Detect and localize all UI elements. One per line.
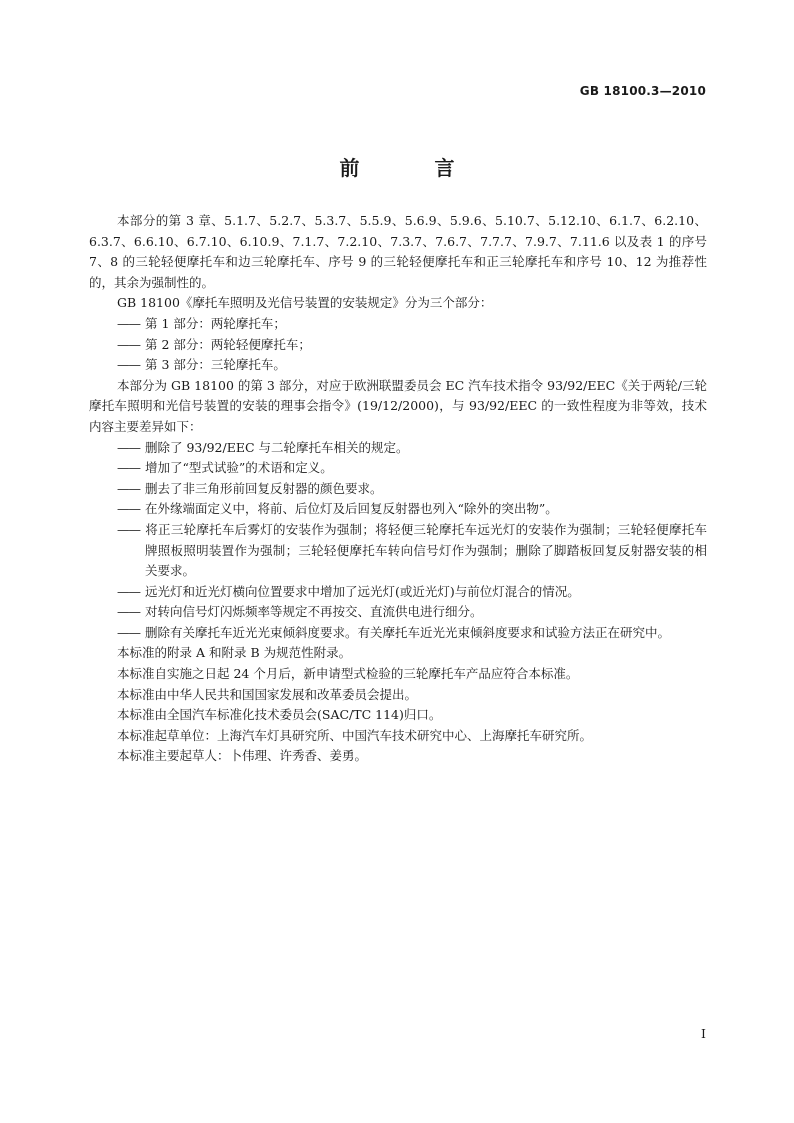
- drafting-units-paragraph: 本标准起草单位：上海汽车灯具研究所、中国汽车技术研究中心、上海摩托车研究所。: [117, 727, 593, 743]
- standard-code: GB 18100.3—2010: [579, 84, 706, 98]
- dash-marker: ——: [117, 336, 140, 352]
- list-item-text: 删除有关摩托车近光光束倾斜度要求。有关摩托车近光光束倾斜度要求和试验方法正在研究中。: [145, 624, 671, 640]
- foreword-body: [89, 211, 707, 767]
- dash-marker: ——: [117, 521, 140, 537]
- list-item-text: 删去了非三角形前回复反射器的颜色要求。: [145, 480, 383, 496]
- proposer-paragraph: 本标准由中华人民共和国国家发展和改革委员会提出。: [117, 686, 418, 702]
- committee-paragraph: 本标准由全国汽车标准化技术委员会(SAC/TC 114)归口。: [117, 707, 442, 723]
- dash-marker: ——: [117, 357, 140, 373]
- list-item-text: 删除了 93/92/EEC 与二轮摩托车相关的规定。: [145, 439, 409, 455]
- list-item: [89, 499, 707, 520]
- dash-marker: ——: [117, 480, 140, 496]
- dash-marker: ——: [117, 460, 140, 476]
- page-number: I: [701, 1026, 706, 1041]
- dash-marker: ——: [117, 624, 140, 640]
- drafters-paragraph: 本标准主要起草人：卜伟理、许秀香、姜勇。: [117, 748, 368, 764]
- dash-marker: ——: [117, 501, 140, 517]
- dash-marker: ——: [117, 604, 140, 620]
- list-item-text: 增加了“型式试验”的术语和定义。: [145, 460, 333, 476]
- implementation-paragraph: 本标准自实施之日起 24 个月后，新申请型式检验的三轮摩托车产品应符合本标准。: [117, 666, 579, 682]
- list-item-text: 远光灯和近光灯横向位置要求中增加了远光灯(或近光灯)与前位灯混合的情况。: [145, 583, 580, 599]
- list-item-text: 对转向信号灯闪烁频率等规定不再按交、直流供电进行细分。: [145, 604, 483, 620]
- list-item-text: 将正三轮摩托车后雾灯的安装作为强制；将轻便三轮摩托车远光灯的安装作为强制；三轮轻便摩托车牌照板照明装置作为强制；三轮轻便摩托车转向信号灯作为强制；删除了脚踏板回复反射器安装的相关要求。: [145, 521, 707, 579]
- dash-marker: ——: [117, 315, 140, 331]
- differences-list: [89, 438, 707, 644]
- parts-list: [89, 314, 707, 376]
- correspondence-paragraph: 本部分为 GB 18100 的第 3 部分，对应于欧洲联盟委员会 EC 汽车技术指令 93/92/EEC《关于两轮/三轮摩托车照明和光信号装置的安装的理事会指令》(19/12/2000)，与 93/92/EEC 的一致性程度为非等效，技术内容主要差异如下：: [89, 377, 707, 434]
- list-item: [89, 520, 707, 582]
- dash-marker: ——: [117, 439, 140, 455]
- parts-intro-paragraph: GB 18100《摩托车照明及光信号装置的安装规定》分为三个部分：: [117, 295, 493, 311]
- list-item: [89, 335, 707, 356]
- list-item-text: 第 3 部分：三轮摩托车。: [145, 357, 286, 373]
- appendix-paragraph: 本标准的附录 A 和附录 B 为规范性附录。: [117, 645, 352, 661]
- dash-marker: ——: [117, 583, 140, 599]
- list-item-text: 第 2 部分：两轮轻便摩托车；: [145, 336, 311, 352]
- list-item: [89, 438, 707, 459]
- list-item-text: 在外缘端面定义中，将前、后位灯及后回复反射器也列入“除外的突出物”。: [145, 501, 558, 517]
- list-item: [89, 582, 707, 603]
- list-item: [89, 623, 707, 644]
- list-item: [89, 314, 707, 335]
- list-item: [89, 602, 707, 623]
- list-item-text: 第 1 部分：两轮摩托车；: [145, 315, 286, 331]
- page-title: 前 言: [339, 156, 489, 180]
- list-item: [89, 355, 707, 376]
- list-item: [89, 479, 707, 500]
- scope-paragraph: 本部分的第 3 章、5.1.7、5.2.7、5.3.7、5.5.9、5.6.9、5.9.6、5.10.7、5.12.10、6.1.7、6.2.10、6.3.7、6.6.10、6.7.10、6.10.9、7.1.7、7.2.10、7.3.7、7.6.7、7.7.7、7.9.7、7.11.6 以及表 1 的序号 7、8 的三轮轻便摩托车和边三轮摩托车、序号 9 的三轮轻便摩托车和正三轮摩托车和序号 10、12 为推荐性的，其余为强制性的。: [89, 213, 707, 290]
- list-item: [89, 458, 707, 479]
